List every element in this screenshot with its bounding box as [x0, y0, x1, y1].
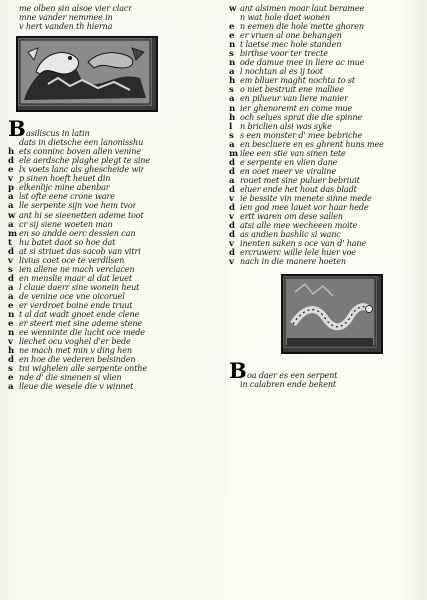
line-initial: v [229, 193, 234, 204]
line-text: rouet met sine puluer bebriuit [240, 175, 360, 185]
line-text: en menslie maar al dat leuet [19, 273, 132, 283]
line-text: ien allene ne mach verclacen [19, 264, 135, 274]
section-heading-text: asiliscus in latin [26, 129, 90, 139]
manuscript-line [8, 4, 208, 13]
line-initial: l [229, 121, 233, 131]
decorated-initial-b: B [8, 116, 26, 142]
manuscript-line [8, 283, 208, 292]
manuscript-line [229, 239, 425, 248]
line-initial: a [229, 139, 235, 149]
line-initial: n [8, 310, 15, 320]
right-after-heading-lines [229, 380, 425, 389]
manuscript-line [8, 337, 208, 346]
manuscript-line [8, 319, 208, 328]
line-initial: d [229, 166, 235, 176]
manuscript-line [229, 203, 425, 212]
line-text: v hert vanden th hierna [19, 22, 113, 32]
manuscript-line [229, 49, 425, 58]
line-text: lle serpente sijn voe hem tvor [19, 201, 137, 211]
manuscript-line [229, 4, 425, 13]
line-text: me olben sin alsoe vier clacr [19, 4, 132, 13]
line-initial: h [229, 112, 236, 122]
manuscript-line [8, 13, 208, 22]
manuscript-line [229, 76, 425, 85]
manuscript-line [8, 201, 208, 210]
line-text: nach in die manere hoeten [240, 257, 346, 267]
line-initial: h [8, 346, 15, 356]
manuscript-line [8, 238, 208, 247]
line-text: n wat hole daet wonen [240, 13, 330, 23]
line-initial: d [8, 273, 14, 283]
manuscript-line [229, 58, 425, 67]
line-initial: e [8, 319, 14, 329]
line-initial: v [229, 257, 234, 267]
line-initial: m [8, 228, 17, 238]
line-initial: a [8, 382, 14, 392]
basilisk-miniature [16, 36, 158, 112]
line-initial: d [8, 246, 14, 256]
line-text: nde d' die smenen si vlien [19, 373, 122, 383]
decorated-initial-b-right: B [229, 358, 247, 384]
line-text: er steert met sine ademe stene [19, 319, 143, 329]
line-text: s een monster d' mee bebriche [240, 130, 363, 140]
line-initial: s [229, 130, 234, 140]
line-text: birthse voor ter trecte [240, 49, 328, 59]
manuscript-line [229, 158, 425, 167]
manuscript-line [8, 328, 208, 337]
manuscript-line [229, 230, 425, 239]
manuscript-line [229, 185, 425, 194]
manuscript-line [229, 104, 425, 113]
manuscript-line [8, 183, 208, 192]
manuscript-line [8, 156, 208, 165]
line-initial: s [229, 49, 234, 59]
line-initial: p [8, 183, 14, 193]
manuscript-line [229, 176, 425, 185]
line-text: er vruen al one behangen [240, 31, 342, 41]
line-text: cr sij siene woeten man [19, 219, 113, 229]
line-initial: a [8, 291, 14, 301]
line-text: eluer ende het hout das bladt [240, 184, 357, 194]
line-text: ercruwerc wille lele huer voe [240, 248, 356, 258]
line-text: en ooet meer ve viraline [240, 166, 337, 176]
line-initial: a [229, 94, 235, 104]
line-initial: a [8, 219, 14, 229]
manuscript-line [229, 22, 425, 31]
line-initial: w [8, 210, 16, 220]
manuscript-line [229, 13, 425, 22]
line-text: en pilueur van liere manier [240, 94, 348, 104]
line-text: tni wighelen alle serpente onthe [19, 364, 148, 374]
line-initial: a [8, 192, 14, 202]
line-text: lst ofte eene crone ware [19, 192, 115, 202]
manuscript-line [229, 257, 425, 266]
line-text: at si striuet das sacob van vitri [19, 246, 141, 256]
manuscript-line [229, 113, 425, 122]
line-initial: h [8, 147, 15, 157]
line-text: er verdroet boine ende truut [19, 300, 133, 310]
line-initial: d [229, 184, 235, 194]
line-text: e serpente en vlien dane [240, 157, 338, 167]
line-text: atsi alle mee wecheeen moite [240, 221, 358, 231]
manuscript-line [229, 67, 425, 76]
line-text: ier ghenoremt en come mue [240, 103, 353, 113]
line-text: t al dat wadt gnoet ende clene [19, 310, 140, 320]
manuscript-line [8, 301, 208, 310]
line-text: l claue daerr sine wonein heut [19, 282, 140, 292]
manuscript-line [229, 167, 425, 176]
manuscript-line [8, 292, 208, 301]
line-initial: d [229, 203, 235, 213]
line-text: as andien bashlic si wanc [240, 230, 341, 240]
line-initial: v [8, 337, 13, 347]
left-section-heading [8, 116, 208, 142]
line-text: lleue die wesele die v winnet [19, 382, 134, 392]
line-text: ode damue mee in liere ac mue [240, 58, 365, 68]
manuscript-line [229, 248, 425, 257]
manuscript-line [8, 310, 208, 319]
line-text: livius coet oce te verdilsen [19, 255, 125, 265]
line-initial: a [229, 175, 235, 185]
line-text: en hoe die vederen belsinden [19, 355, 136, 365]
line-text: en so andde oerc dessien can [19, 228, 136, 238]
manuscript-line [229, 221, 425, 230]
line-initial: s [229, 85, 234, 95]
manuscript-line [8, 229, 208, 238]
manuscript-line [229, 380, 425, 389]
line-initial: a [8, 282, 14, 292]
right-top-lines [229, 4, 425, 266]
manuscript-line [8, 147, 208, 156]
left-column [8, 0, 208, 391]
manuscript-line [8, 192, 208, 201]
line-text: elkenlijc mine abenbar [19, 183, 110, 193]
line-initial: s [8, 364, 13, 374]
manuscript-line [8, 256, 208, 265]
manuscript-line [8, 138, 208, 147]
manuscript-line [229, 31, 425, 40]
line-text: liechet ocu voghel d'er bede [19, 337, 131, 347]
line-text: en bescluere en es ghrent huns mee [240, 139, 384, 149]
manuscript-line [8, 346, 208, 355]
line-initial: t [8, 237, 12, 247]
section-heading-text-right: oa daer es een serpent [247, 371, 338, 381]
line-text: in calabren ende bekent [240, 380, 336, 390]
line-initial: v [229, 239, 234, 249]
manuscript-line [229, 85, 425, 94]
line-text: ets conninc boven allen venine [19, 147, 141, 157]
manuscript-line [8, 247, 208, 256]
line-text: ele aerdsche plaghe plegt te sine [19, 156, 150, 166]
line-initial: d [229, 157, 235, 167]
manuscript-line [8, 22, 208, 31]
manuscript-line [8, 265, 208, 274]
manuscript-line [229, 140, 425, 149]
line-text: inenten saken s oce van d' hane [240, 239, 367, 249]
line-initial: w [229, 4, 237, 14]
manuscript-line [8, 220, 208, 229]
line-text: ne mach met min v ding hen [19, 346, 132, 356]
line-initial: v [8, 174, 13, 184]
line-text: mne vander nemmee in [19, 13, 113, 23]
line-initial: d [8, 355, 14, 365]
line-initial: a [229, 67, 235, 77]
serpent-illustration [283, 276, 377, 348]
basilisk-illustration [18, 38, 152, 106]
manuscript-line [229, 40, 425, 49]
line-initial: h [229, 76, 236, 86]
line-initial: d [8, 156, 14, 166]
line-text: hu batet daot so hoe dat [19, 237, 116, 247]
line-text: em blluer maght nochta to st [240, 76, 355, 86]
line-text: o niet bestruit ene malliee [240, 85, 344, 95]
line-initial: e [8, 373, 14, 383]
line-initial: v [229, 212, 234, 222]
manuscript-line [8, 364, 208, 373]
line-initial: n [229, 40, 236, 50]
line-initial: e [8, 300, 14, 311]
manuscript-line [229, 194, 425, 203]
line-initial: s [8, 264, 13, 274]
line-text: n briclien alsi was syke [240, 121, 332, 131]
manuscript-line [229, 149, 425, 158]
line-initial: n [8, 328, 15, 338]
line-initial: v [8, 255, 13, 265]
line-text: ertt waren om dese sallen [240, 212, 343, 222]
line-initial: d [229, 230, 235, 240]
line-initial: d [229, 221, 235, 231]
line-text: och selues sprat die die spinne [240, 112, 363, 122]
line-text: ant hi se sieenetten ademe toot [19, 210, 144, 220]
line-initial: m [229, 148, 238, 158]
line-text: p sinen hoeft heuet din [19, 174, 111, 184]
manuscript-line [8, 373, 208, 382]
line-text: lx voets lanc als ghescheide wir [19, 165, 145, 175]
manuscript-line [8, 174, 208, 183]
manuscript-line [229, 131, 425, 140]
line-initial: e [8, 165, 14, 175]
line-initial: e [229, 31, 235, 41]
line-initial: a [8, 201, 14, 211]
right-section-heading [229, 358, 425, 384]
right-column [229, 0, 425, 389]
serpent-miniature [281, 274, 383, 354]
line-text: ee wenninte die lucht oce mede [19, 328, 145, 338]
column-gutter [225, 0, 226, 495]
line-text: l nochtan al es ij toot [240, 67, 323, 77]
line-text: ien god mee lauet vor haar hede [240, 203, 369, 213]
manuscript-line [8, 382, 208, 391]
line-text: ie bessite vin menete sinne mede [240, 193, 372, 203]
line-text: ilee een stie van sinen tete [240, 148, 346, 158]
line-text: ant alsimen moar laut beramee [240, 4, 365, 13]
manuscript-line [8, 355, 208, 364]
manuscript-line [229, 94, 425, 103]
left-body-lines [8, 138, 208, 391]
line-text: de venine oce vne oicoruel [19, 291, 125, 301]
manuscript-line [229, 122, 425, 131]
manuscript-line [8, 165, 208, 174]
line-text: n eemen die hole mette ghoren [240, 22, 364, 32]
line-text: dats in dietsche een lanonisshu [19, 138, 144, 148]
line-initial: n [229, 58, 236, 68]
left-top-lines [8, 4, 208, 31]
line-text: t laetse mec hole standen [240, 40, 342, 50]
manuscript-line [8, 274, 208, 283]
line-initial: d [229, 248, 235, 258]
line-initial: n [229, 103, 236, 113]
line-initial: e [229, 22, 235, 32]
manuscript-line [8, 211, 208, 220]
manuscript-line [229, 212, 425, 221]
